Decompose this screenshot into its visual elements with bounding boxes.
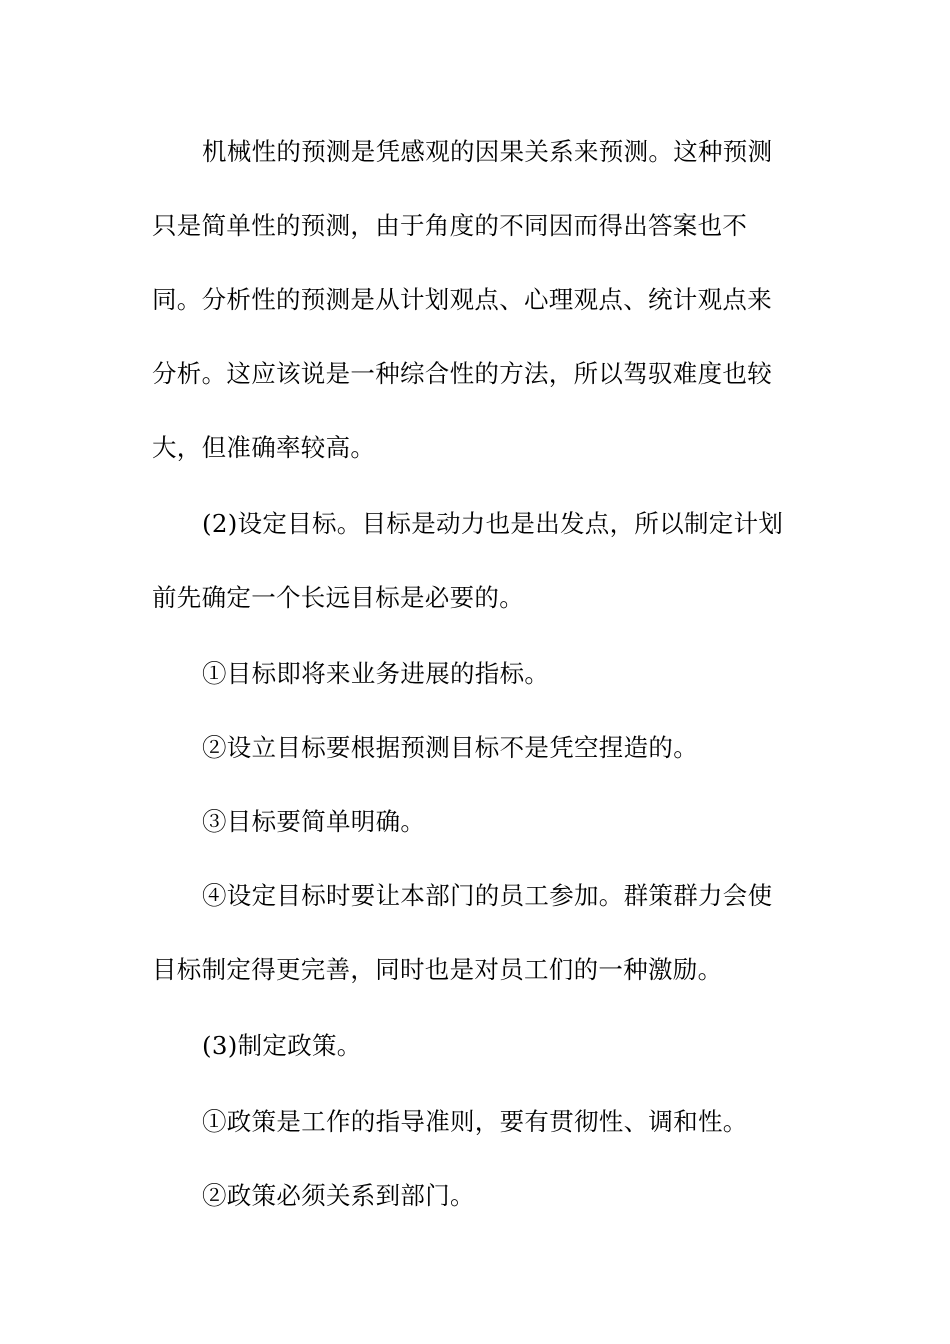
paragraph-line: 前先确定一个长远目标是必要的。 bbox=[152, 583, 524, 612]
section-heading-line: (2)设定目标。目标是动力也是出发点，所以制定计划 bbox=[202, 509, 784, 538]
paragraph-line: 分析。这应该说是一种综合性的方法，所以驾驭难度也较 bbox=[152, 359, 772, 388]
paragraph-line: 只是简单性的预测，由于角度的不同因而得出答案也不 bbox=[152, 211, 748, 240]
paragraph-line: 大，但准确率较高。 bbox=[152, 433, 376, 462]
section-heading-line: (3)制定政策。 bbox=[202, 1031, 362, 1060]
list-item: ②设立目标要根据预测目标不是凭空捏造的。 bbox=[202, 733, 698, 762]
paragraph-line: 目标制定得更完善，同时也是对员工们的一种激励。 bbox=[152, 955, 723, 984]
list-item: ①政策是工作的指导准则，要有贯彻性、调和性。 bbox=[202, 1107, 748, 1136]
list-item: ①目标即将来业务进展的指标。 bbox=[202, 659, 550, 688]
paragraph-line: 机械性的预测是凭感观的因果关系来预测。这种预测 bbox=[202, 137, 773, 166]
list-item: ③目标要简单明确。 bbox=[202, 807, 426, 836]
list-item: ④设定目标时要让本部门的员工参加。群策群力会使 bbox=[202, 881, 773, 910]
list-item: ②政策必须关系到部门。 bbox=[202, 1181, 475, 1210]
paragraph-line: 同。分析性的预测是从计划观点、心理观点、统计观点来 bbox=[152, 285, 772, 314]
